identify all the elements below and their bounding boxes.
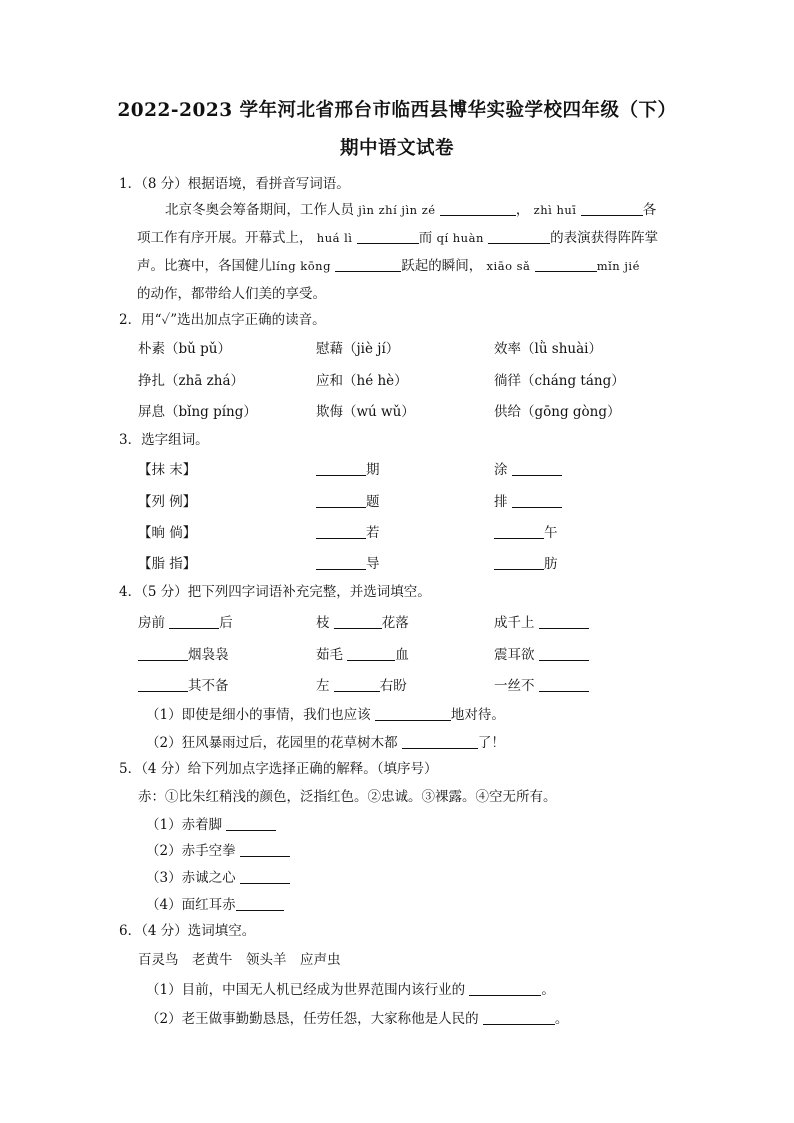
answer-blank[interactable] bbox=[539, 645, 589, 661]
q1-text: 而 bbox=[418, 230, 433, 246]
q3-chars: 【抹 末】 bbox=[138, 462, 197, 478]
q4-text: 了！ bbox=[477, 735, 505, 751]
q1-pinyin: huá lì bbox=[316, 231, 353, 245]
q1-heading: 1．（8 分）根据语境，看拼音写词语。 bbox=[119, 176, 350, 192]
q3-char: 导 bbox=[366, 556, 380, 572]
q5-item bbox=[146, 815, 276, 835]
answer-blank[interactable] bbox=[347, 645, 395, 661]
q2-item: 屏息（bǐng píng） bbox=[138, 404, 257, 420]
q1-text: 声。比赛中，各国健儿 bbox=[137, 258, 272, 274]
q4-idiom bbox=[316, 645, 409, 665]
q6-sentence-1 bbox=[146, 980, 555, 1000]
q4-idiom bbox=[316, 613, 409, 633]
q1-text: 项工作有序开展。开幕式上， bbox=[137, 230, 313, 246]
exam-title-line1: 2022-2023 学年河北省邢台市临西县博华实验学校四年级（下） bbox=[117, 100, 677, 121]
q3-mid bbox=[316, 523, 380, 543]
answer-blank[interactable] bbox=[581, 200, 643, 216]
answer-blank[interactable] bbox=[494, 554, 544, 570]
answer-blank[interactable] bbox=[316, 523, 366, 539]
q4-idiom bbox=[494, 676, 589, 696]
answer-blank[interactable] bbox=[240, 841, 290, 857]
exam-title-line2: 期中语文试卷 bbox=[339, 138, 454, 159]
q5-text: （1）赤着脚 bbox=[146, 817, 223, 833]
q4-heading: 4．（5 分）把下列四字词语补充完整，并选词填空。 bbox=[119, 584, 431, 600]
q3-char: 午 bbox=[544, 525, 558, 541]
q4-text: 一丝不 bbox=[494, 678, 535, 694]
q1-line4: 的动作，都带给人们美的享受。 bbox=[137, 286, 326, 302]
answer-blank[interactable] bbox=[539, 676, 589, 692]
q4-text: 枝 bbox=[316, 615, 330, 631]
q4-text: 地对待。 bbox=[450, 707, 505, 723]
q4-text: 右盼 bbox=[379, 678, 407, 694]
q2-item: 欺侮（wú wǔ） bbox=[316, 404, 415, 420]
q3-mid bbox=[316, 554, 380, 574]
q4-text: 茹毛 bbox=[316, 647, 343, 663]
q3-mid bbox=[316, 492, 380, 512]
q1-text: 的表演获得阵阵掌 bbox=[550, 230, 659, 246]
q3-right bbox=[494, 492, 562, 512]
answer-blank[interactable] bbox=[488, 228, 550, 244]
q4-text: 血 bbox=[395, 647, 409, 663]
q4-text: 震耳欲 bbox=[494, 647, 535, 663]
answer-blank[interactable] bbox=[316, 492, 366, 508]
q3-right bbox=[494, 460, 562, 480]
q2-item: 朴素（bǔ pǔ） bbox=[138, 341, 231, 357]
q4-idiom bbox=[316, 676, 407, 696]
q2-item: 挣扎（zhā zhá） bbox=[138, 373, 245, 389]
q1-pinyin: jìn zhí jìn zé bbox=[358, 203, 436, 217]
answer-blank[interactable] bbox=[236, 895, 284, 911]
q4-text: 花落 bbox=[381, 615, 409, 631]
q3-right bbox=[494, 554, 558, 574]
answer-blank[interactable] bbox=[357, 228, 419, 244]
answer-blank[interactable] bbox=[440, 200, 516, 216]
q3-char: 题 bbox=[366, 494, 380, 510]
q1-pinyin: qí huàn bbox=[436, 231, 484, 245]
q4-text: （1）即使是细小的事情，我们也应该 bbox=[146, 707, 371, 723]
q3-chars: 【晌 倘】 bbox=[138, 525, 197, 541]
q1-text: 北京冬奥会筹备期间，工作人员 bbox=[165, 202, 354, 218]
q3-mid bbox=[316, 460, 380, 480]
q4-text: （2）狂风暴雨过后，花园里的花草树木都 bbox=[146, 735, 398, 751]
answer-blank[interactable] bbox=[469, 980, 541, 996]
q4-sentence-2 bbox=[146, 733, 505, 753]
q5-item bbox=[146, 841, 290, 861]
answer-blank[interactable] bbox=[334, 676, 380, 692]
q1-text: 各 bbox=[642, 202, 657, 218]
q4-idiom bbox=[494, 645, 589, 665]
q1-pinyin: xiāo sǎ bbox=[486, 259, 531, 273]
q4-idiom bbox=[494, 613, 589, 633]
q1-pinyin: mǐn jié bbox=[596, 259, 640, 273]
q3-chars: 【脂 指】 bbox=[138, 556, 197, 572]
answer-blank[interactable] bbox=[138, 676, 188, 692]
answer-blank[interactable] bbox=[240, 868, 290, 884]
q3-heading: 3．选字组词。 bbox=[119, 432, 209, 448]
q1-line1 bbox=[165, 200, 656, 220]
q3-char: 涂 bbox=[494, 462, 508, 478]
q1-line3 bbox=[137, 256, 640, 276]
answer-blank[interactable] bbox=[512, 492, 562, 508]
answer-blank[interactable] bbox=[316, 460, 366, 476]
q4-idiom bbox=[138, 613, 233, 633]
q6-heading: 6．（4 分）选词填空。 bbox=[119, 923, 256, 939]
q4-text: 后 bbox=[219, 615, 233, 631]
q1-pinyin: líng kōng bbox=[272, 259, 331, 273]
q3-char: 若 bbox=[366, 525, 380, 541]
q2-heading: 2．用“✓”选出加点字正确的读音。 bbox=[119, 312, 326, 328]
q1-line2 bbox=[137, 228, 658, 248]
q5-heading: 5．（4 分）给下列加点字选择正确的解释。（填序号） bbox=[119, 761, 438, 777]
q3-char: 排 bbox=[494, 494, 508, 510]
q4-text: 其不备 bbox=[188, 678, 229, 694]
q2-item: 慰藉（jiè jí） bbox=[316, 341, 400, 357]
answer-blank[interactable] bbox=[375, 705, 451, 721]
q4-sentence-1 bbox=[146, 705, 505, 725]
q6-text: 。 bbox=[541, 982, 555, 998]
answer-blank[interactable] bbox=[402, 733, 478, 749]
q5-text: （2）赤手空拳 bbox=[146, 843, 236, 859]
answer-blank[interactable] bbox=[169, 613, 219, 629]
q5-text: （3）赤诚之心 bbox=[146, 870, 236, 886]
q5-definition: 赤：①比朱红稍浅的颜色，泛指红色。②忠诚。③裸露。④空无所有。 bbox=[138, 789, 557, 805]
q3-chars: 【列 例】 bbox=[138, 494, 197, 510]
q1-text: ， bbox=[515, 202, 530, 218]
q3-char: 期 bbox=[366, 462, 380, 478]
q6-sentence-2 bbox=[146, 1009, 568, 1029]
q4-text: 左 bbox=[316, 678, 330, 694]
q6-text: （1）目前，中国无人机已经成为世界范围内该行业的 bbox=[146, 982, 466, 998]
q6-text: （2）老王做事勤勤恳恳，任劳任怨，大家称他是人民的 bbox=[146, 1011, 479, 1027]
q6-word-bank: 百灵鸟 老黄牛 领头羊 应声虫 bbox=[138, 952, 341, 968]
answer-blank[interactable] bbox=[535, 256, 597, 272]
q5-item bbox=[146, 895, 284, 915]
q4-text: 房前 bbox=[138, 615, 165, 631]
q5-item bbox=[146, 868, 290, 888]
q2-item: 效率（lǜ shuài） bbox=[494, 341, 602, 357]
answer-blank[interactable] bbox=[138, 645, 188, 661]
q1-pinyin: zhì huī bbox=[533, 203, 577, 217]
q6-text: 。 bbox=[554, 1011, 569, 1027]
answer-blank[interactable] bbox=[316, 554, 366, 570]
answer-blank[interactable] bbox=[483, 1009, 555, 1025]
q4-text: 烟袅袅 bbox=[188, 647, 229, 663]
answer-blank[interactable] bbox=[334, 613, 382, 629]
answer-blank[interactable] bbox=[512, 460, 562, 476]
answer-blank[interactable] bbox=[226, 815, 276, 831]
q2-item: 应和（hé hè） bbox=[316, 373, 408, 389]
q1-text: 跃起的瞬间， bbox=[401, 258, 483, 274]
q2-item: 供给（gōng gòng） bbox=[494, 404, 621, 420]
q4-idiom bbox=[138, 645, 229, 665]
q4-text: 成千上 bbox=[494, 615, 535, 631]
answer-blank[interactable] bbox=[335, 256, 401, 272]
answer-blank[interactable] bbox=[494, 523, 544, 539]
q3-char: 肪 bbox=[544, 556, 558, 572]
q5-text: （4）面红耳赤 bbox=[146, 897, 236, 913]
q2-item: 徜徉（cháng táng） bbox=[494, 373, 625, 389]
q3-right bbox=[494, 523, 558, 543]
answer-blank[interactable] bbox=[539, 613, 589, 629]
q4-idiom bbox=[138, 676, 229, 696]
